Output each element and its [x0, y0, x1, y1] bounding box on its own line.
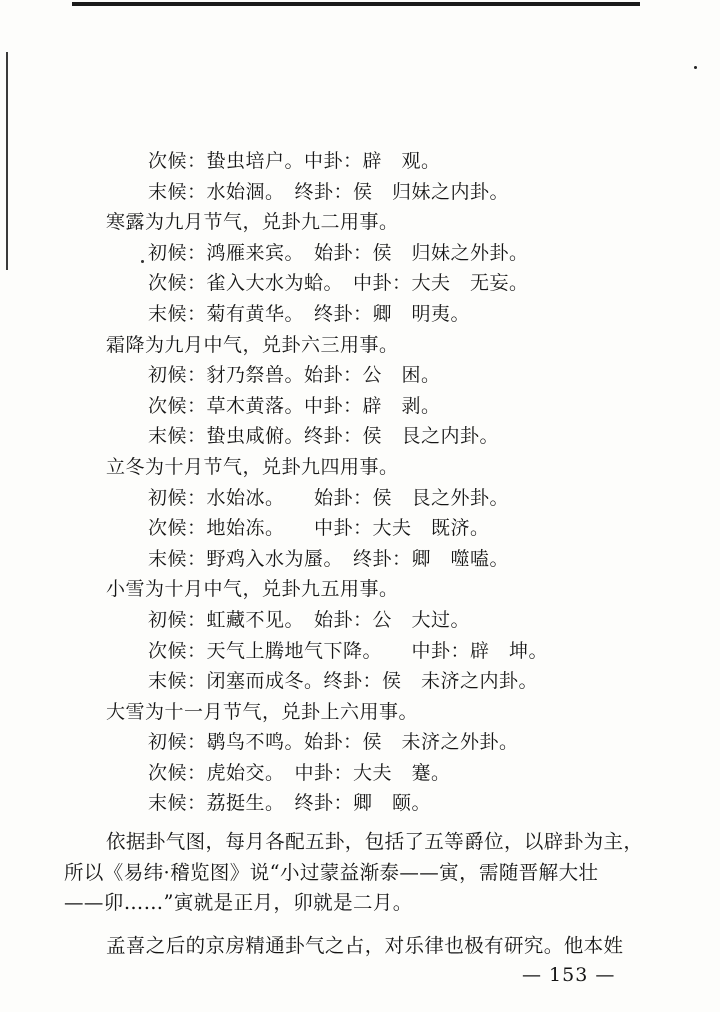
paragraph-line: ——卯……”寅就是正月，卯就是二月。	[64, 891, 413, 915]
page-body	[0, 146, 720, 961]
section-heading: 大雪为十一月节气，兑卦上六用事。	[106, 700, 419, 723]
section-heading: 小雪为十月中气，兑卦九五用事。	[106, 578, 399, 601]
text-line: 次候：蛰虫培户。中卦：辟 观。	[148, 150, 441, 172]
text-line: 次候：虎始交。 中卦：大夫 蹇。	[148, 761, 451, 784]
text-line: 初候：鹖鸟不鸣。始卦：侯 未济之外卦。	[148, 731, 519, 754]
text-line: 初候：虹藏不见。 始卦：公 大过。	[148, 608, 471, 631]
text-line: 初候：水始冰。 始卦：侯 艮之外卦。	[148, 486, 510, 509]
ink-speck	[694, 66, 697, 69]
paragraph-line: 所以《易纬·稽览图》说“小过蒙益渐泰——寅，需随晋解大壮	[64, 860, 599, 884]
text-line: 末候：蛰虫咸俯。终卦：侯 艮之内卦。	[148, 425, 500, 448]
top-rule	[72, 2, 640, 6]
text-line: 初候：鸿雁来宾。 始卦：侯 归妹之外卦。	[148, 241, 529, 264]
paragraph-line: 依据卦气图，每月各配五卦，包括了五等爵位，以辟卦为主，	[106, 830, 644, 854]
section-heading: 寒露为九月节气，兑卦九二用事。	[106, 211, 399, 234]
text-line: 初候：豺乃祭兽。始卦：公 困。	[148, 364, 441, 387]
text-line: 末候：荔挺生。 终卦：卿 颐。	[148, 792, 432, 815]
paragraph-line: 孟喜之后的京房精通卦气之占，对乐律也极有研究。他本姓	[106, 933, 624, 957]
section-heading: 立冬为十月节气，兑卦九四用事。	[106, 455, 399, 478]
text-line: 次候：雀入大水为蛤。 中卦：大夫 无妄。	[148, 272, 529, 295]
page-number: — 153 —	[522, 964, 616, 986]
text-line: 末候：水始涸。 终卦：侯 归妹之内卦。	[148, 180, 510, 203]
section-heading: 霜降为九月中气，兑卦六三用事。	[106, 333, 399, 356]
text-line: 次候：地始冻。 中卦：大夫 既济。	[148, 517, 490, 540]
text-line: 次候：草木黄落。中卦：辟 剥。	[148, 394, 441, 417]
text-line: 次候：天气上腾地气下降。 中卦：辟 坤。	[148, 639, 549, 662]
text-line: 末候：闭塞而成冬。终卦：侯 未济之内卦。	[148, 670, 539, 693]
text-line: 末候：野鸡入水为蜃。 终卦：卿 噬嗑。	[148, 547, 510, 570]
text-line: 末候：菊有黄华。 终卦：卿 明夷。	[148, 302, 471, 325]
